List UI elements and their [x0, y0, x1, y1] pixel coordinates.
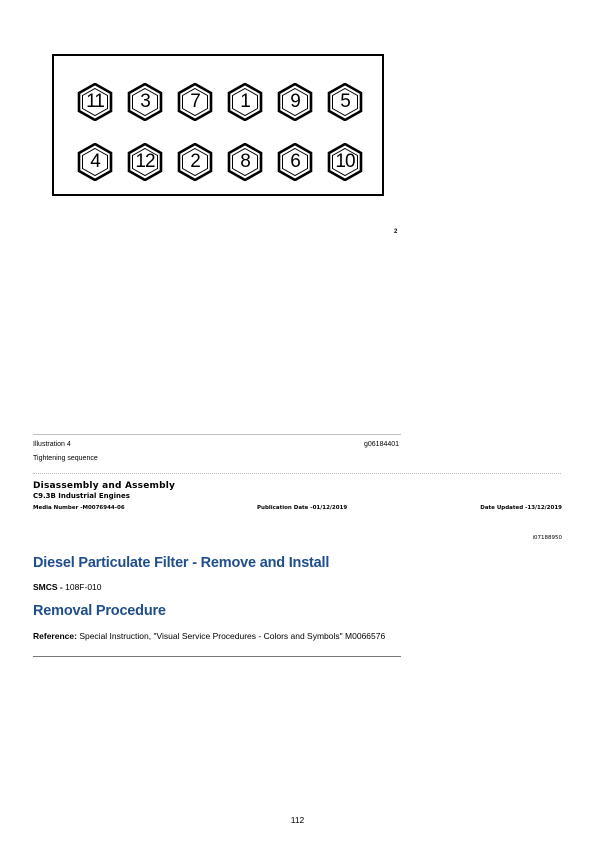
bolt-sequence-number: 10 — [335, 151, 355, 172]
bolt-hexagon — [326, 143, 364, 181]
bolt-hexagon — [176, 143, 214, 181]
media-number: Media Number -M0076944-06 — [33, 505, 125, 511]
illustration-callout: 2 — [394, 229, 398, 235]
reference-line — [33, 631, 385, 641]
bolt-sequence-number: 2 — [190, 151, 200, 172]
tightening-sequence-illustration — [52, 54, 384, 196]
publication-date: Publication Date -01/12/2019 — [257, 505, 348, 511]
illustration-caption: Tightening sequence — [33, 455, 98, 462]
bolt-sequence-number: 4 — [90, 151, 100, 172]
bolt-hexagon — [126, 143, 164, 181]
bolt-hexagon — [326, 83, 364, 121]
bolt-hexagon — [76, 83, 114, 121]
bolt-sequence-number: 1 — [240, 91, 250, 112]
reference-text: Special Instruction, "Visual Service Procedures - Colors and Symbols" M0066576 — [79, 631, 386, 641]
caption-top-divider — [33, 434, 401, 435]
smcs-value: 108F-010 — [65, 582, 102, 592]
bolt-hexagon — [276, 143, 314, 181]
section-divider — [33, 473, 561, 474]
bolt-hexagon — [226, 83, 264, 121]
bolt-hexagon — [226, 143, 264, 181]
section-heading: Disassembly and Assembly — [33, 481, 176, 491]
smcs-label: SMCS - — [33, 582, 63, 592]
bolt-sequence-number: 6 — [290, 151, 300, 172]
bolt-sequence-number: 7 — [190, 91, 200, 112]
bolt-sequence-number: 3 — [140, 91, 150, 112]
bolt-sequence-number: 8 — [240, 151, 250, 172]
section-subtitle: Removal Procedure — [33, 603, 166, 619]
engine-model: C9.3B Industrial Engines — [33, 492, 130, 500]
date-updated: Date Updated -13/12/2019 — [480, 505, 562, 511]
illustration-label: Illustration 4 — [33, 441, 71, 448]
illustration-code: g06184401 — [364, 441, 400, 448]
document-id: i07188950 — [532, 535, 562, 541]
bolt-hexagon — [176, 83, 214, 121]
smcs-code — [33, 582, 102, 592]
content-divider — [33, 656, 401, 657]
reference-label: Reference: — [33, 631, 77, 641]
bolt-sequence-number: 9 — [290, 91, 300, 112]
bolt-hexagon — [276, 83, 314, 121]
bolt-sequence-number: 5 — [340, 91, 350, 112]
bolt-hexagon — [76, 143, 114, 181]
bolt-hexagon — [126, 83, 164, 121]
bolt-sequence-number: 11 — [86, 91, 104, 112]
page-number: 112 — [290, 815, 305, 825]
bolt-sequence-number: 12 — [135, 151, 155, 172]
page-title: Diesel Particulate Filter - Remove and Install — [33, 555, 330, 571]
